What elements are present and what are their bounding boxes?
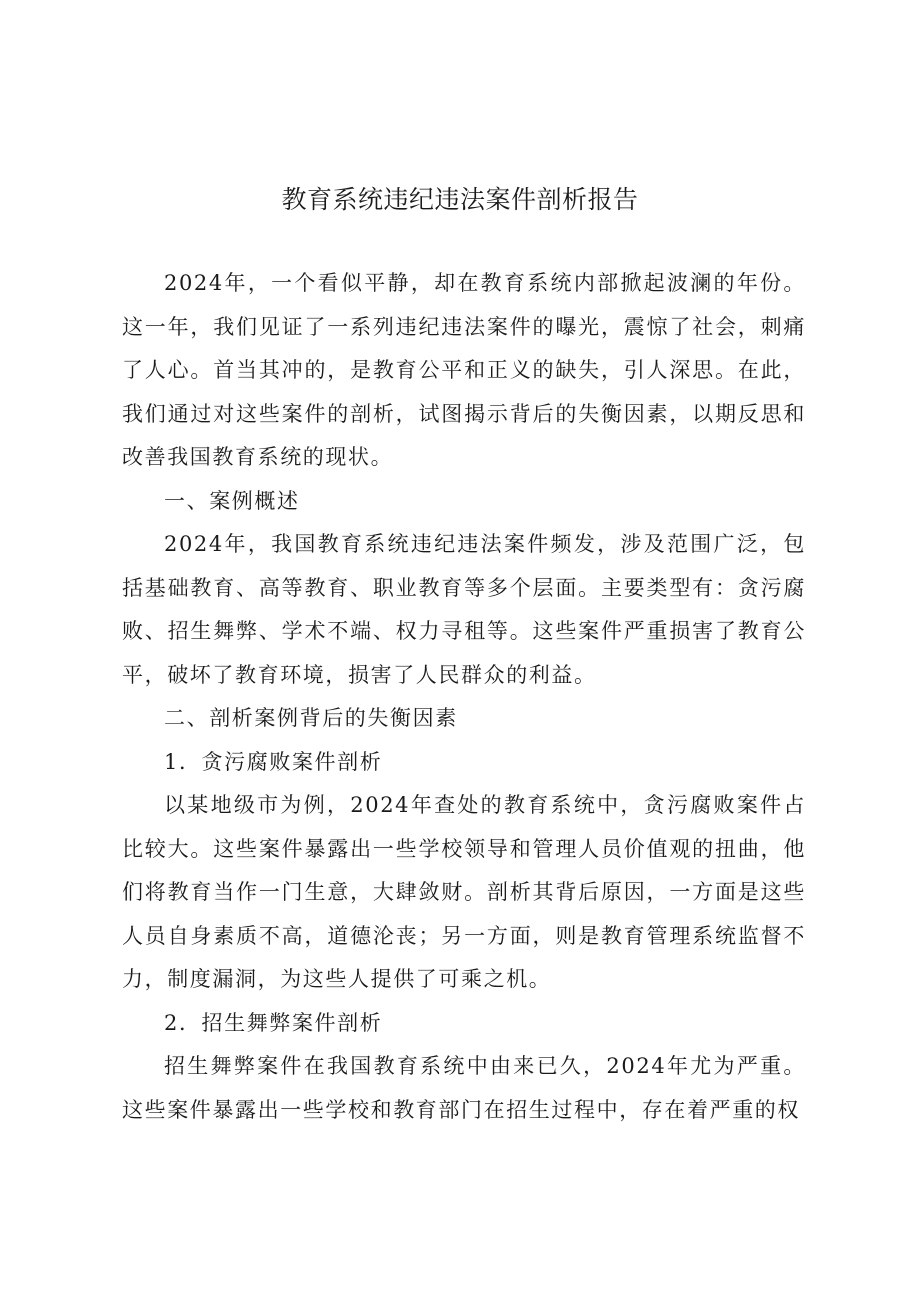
section-heading-imbalance-factors: 二、剖析案例背后的失衡因素	[164, 706, 458, 730]
document-body	[122, 262, 806, 1132]
subheading-admission-fraud: 2．招生舞弊案件剖析	[164, 1010, 383, 1035]
admission-fraud-paragraph: 招生舞弊案件在我国教育系统中由来已久，2024年尤为严重。这些案件暴露出一些学校和教育部门在招生过程中，存在着严重的权	[122, 1054, 806, 1122]
intro-paragraph: 2024年，一个看似平静，却在教育系统内部掀起波澜的年份。这一年，我们见证了一系列违纪违法案件的曝光，震惊了社会，刺痛了人心。首当其冲的，是教育公平和正义的缺失，引人深思。在此，我们通过对这些案件的剖析，试图揭示背后的失衡因素，以期反思和改善我国教育系统的现状。	[122, 271, 806, 469]
section-heading-case-overview: 一、案例概述	[164, 488, 300, 513]
corruption-paragraph: 以某地级市为例，2024年查处的教育系统中，贪污腐败案件占比较大。这些案件暴露出一些学校领导和管理人员价值观的扭曲，他们将教育当作一门生意，大肆敛财。剖析其背后原因，一方面是这些人员自身素质不高，道德沦丧；另一方面，则是教育管理系统监督不力，制度漏洞，为这些人提供了可乘之机。	[122, 793, 806, 991]
subheading-corruption: 1．贪污腐败案件剖析	[164, 749, 383, 774]
document-title: 教育系统违纪违法案件剖析报告	[281, 185, 639, 214]
case-overview-paragraph: 2024年，我国教育系统违纪违法案件频发，涉及范围广泛，包括基础教育、高等教育、职业教育等多个层面。主要类型有：贪污腐败、招生舞弊、学术不端、权力寻租等。这些案件严重损害了教育公平，破坏了教育环境，损害了人民群众的利益。	[122, 532, 806, 687]
